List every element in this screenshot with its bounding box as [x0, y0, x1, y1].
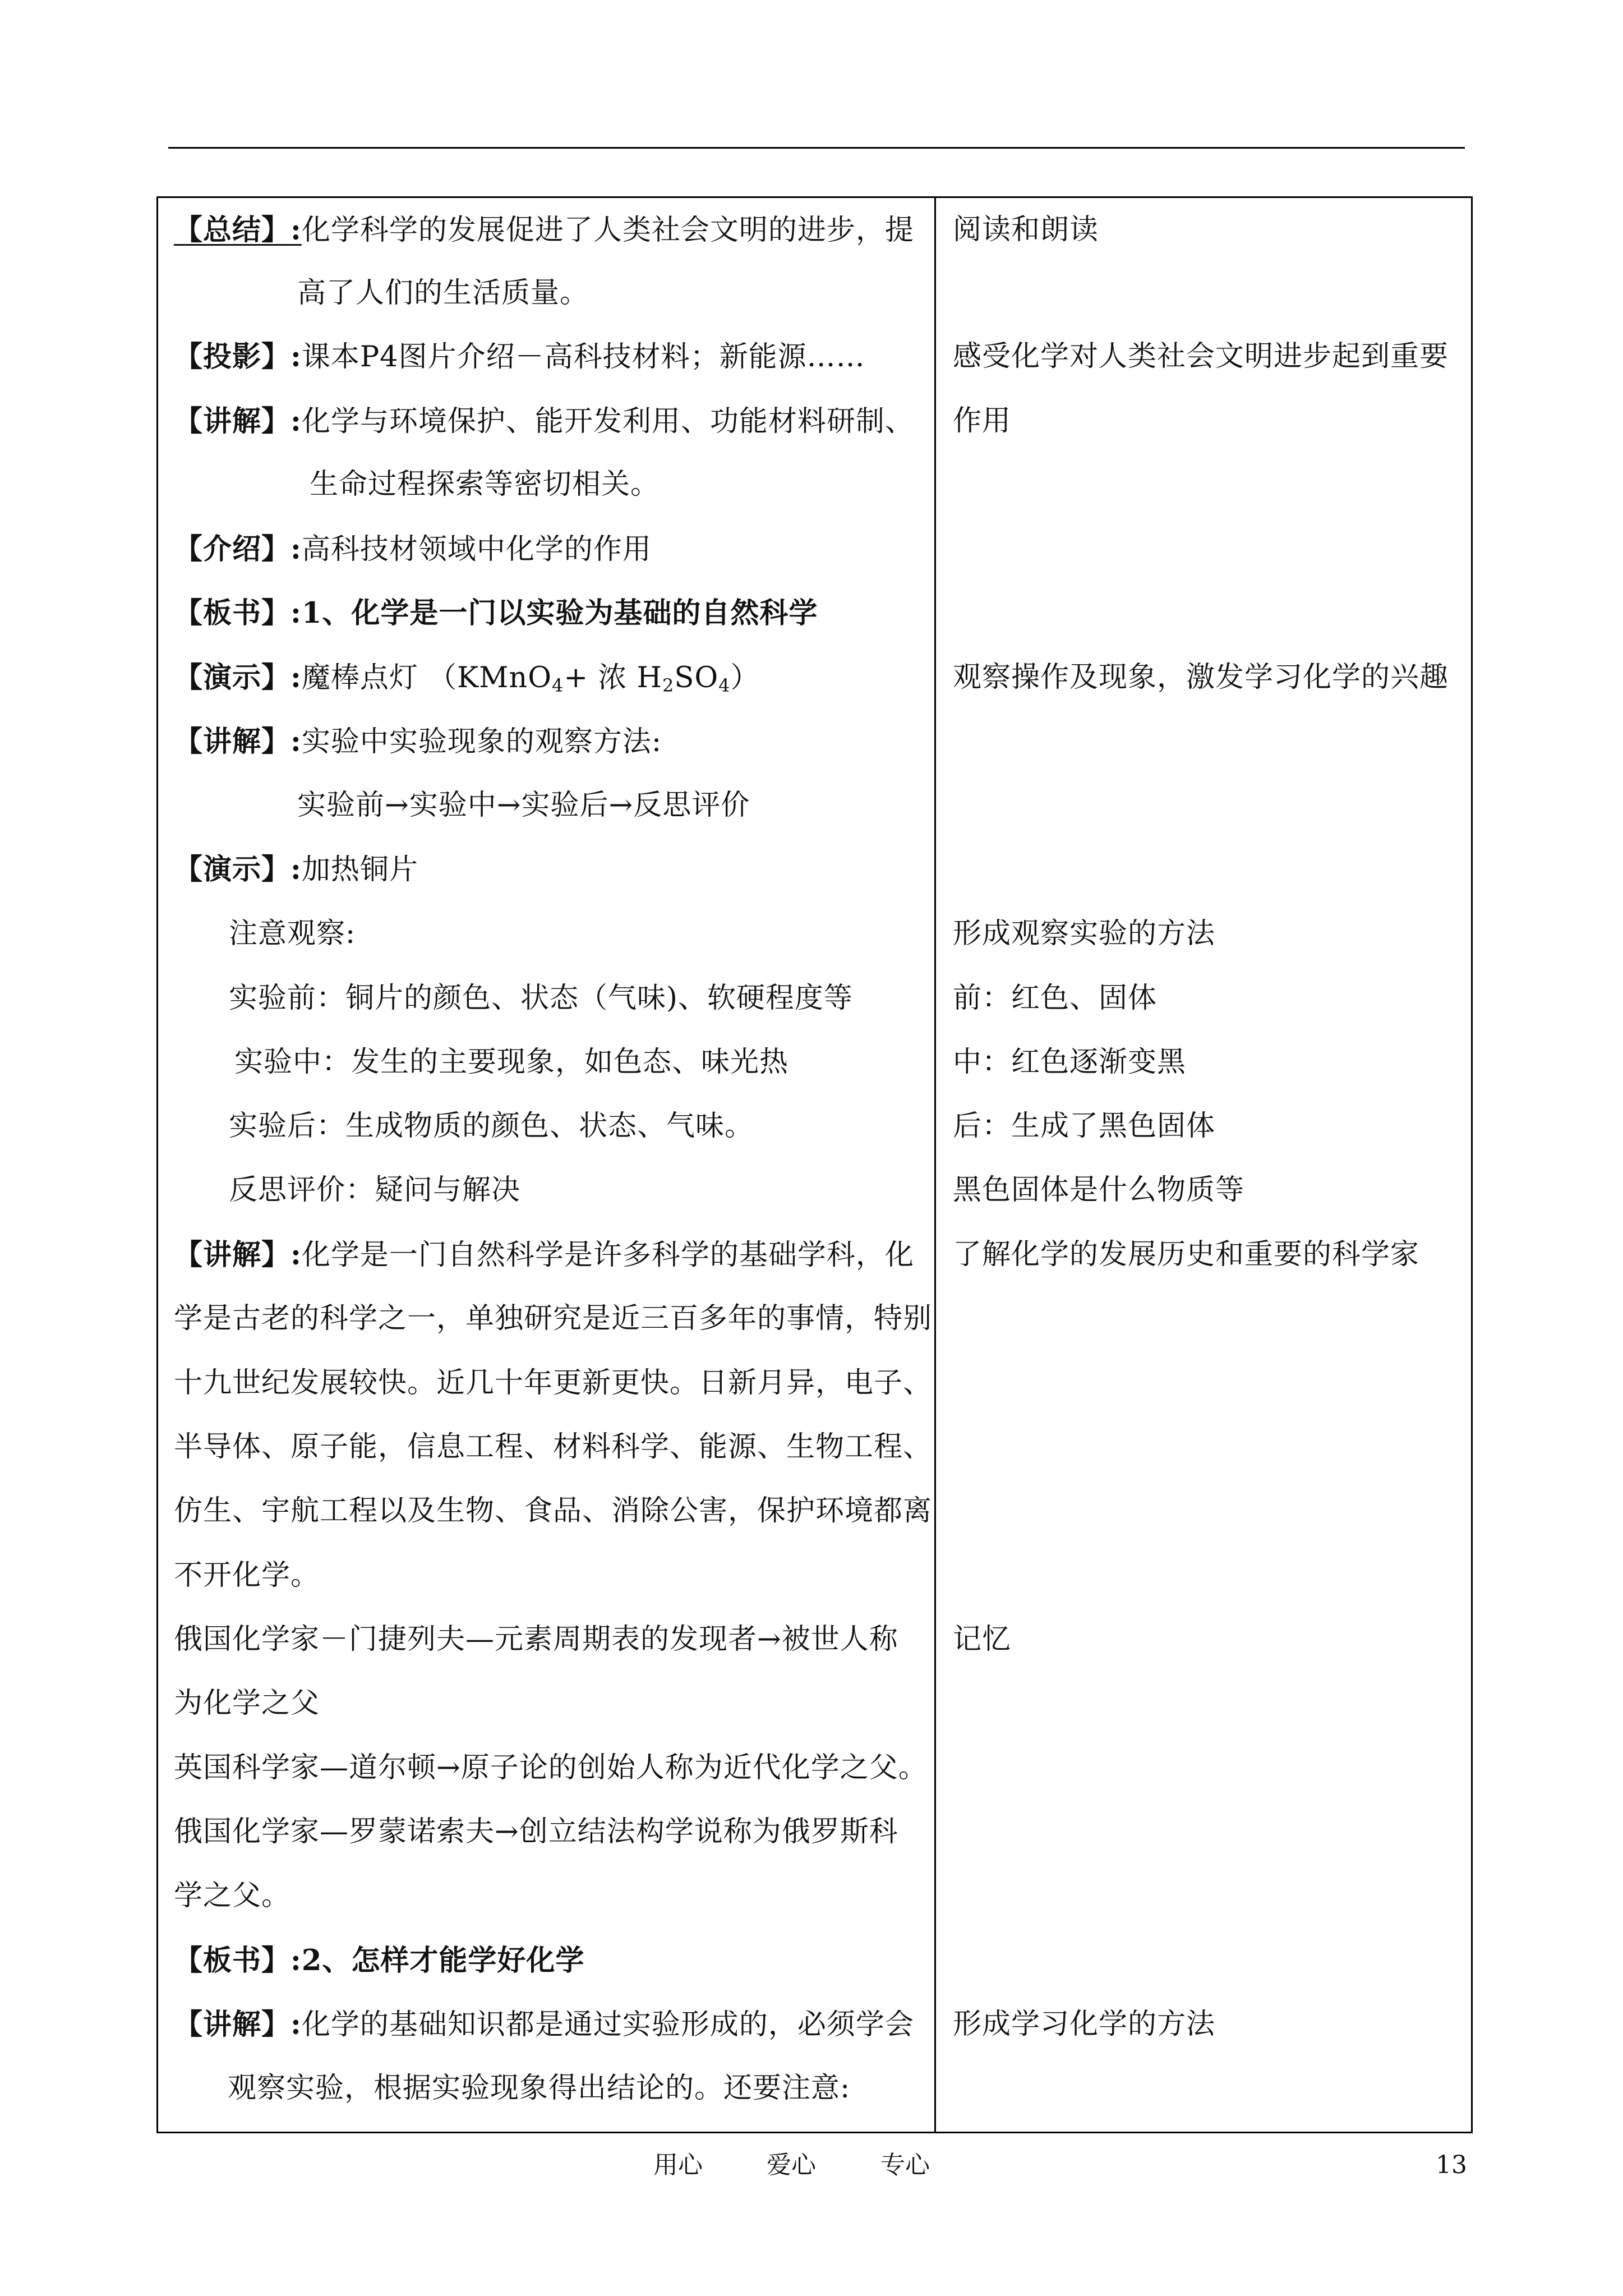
projection-line — [174, 337, 865, 376]
demo2-text: 加热铜片 — [301, 853, 418, 886]
footer-motto-1: 用心 — [653, 2151, 703, 2179]
explain1-line — [174, 402, 914, 441]
right-during: 中：红色逐渐变黑 — [953, 1046, 1187, 1079]
demo1-tag: 【演示】: — [174, 661, 302, 694]
summary-text-1: 化学科学的发展促进了人类社会文明的进步，提 — [301, 214, 914, 247]
intro-text: 高科技材领域中化学的作用 — [301, 533, 652, 566]
observe-title: 注意观察: — [229, 917, 356, 950]
right-feel-1: 感受化学对人类社会文明进步起到重要 — [953, 340, 1449, 373]
demo1-sub-c: 4 — [718, 675, 731, 696]
intro-tag: 【介绍】: — [174, 532, 302, 566]
butlerov-text-1: 俄国化学家—罗蒙诺索夫→创立结法构学说称为俄罗斯科 — [174, 1815, 898, 1848]
explain4-tag: 【讲解】: — [174, 2008, 302, 2041]
demo1-sub-b: 2 — [662, 675, 675, 696]
explain4-text-2: 观察实验，根据实验现象得出结论的。还要注意: — [228, 2072, 851, 2105]
observe-before: 实验前：铜片的颜色、状态（气味)、软硬程度等 — [229, 982, 853, 1015]
dalton-text: 英国科学家—道尔顿→原子论的创始人称为近代化学之父。 — [174, 1751, 928, 1784]
demo2-tag: 【演示】: — [174, 853, 302, 886]
right-question: 黑色固体是什么物质等 — [953, 1174, 1245, 1207]
explain2-tag: 【讲解】: — [174, 725, 302, 758]
explain3-text-5: 仿生、宇航工程以及生物、食品、消除公害，保护环境都离 — [174, 1494, 933, 1527]
demo1-text-b: + 浓 H — [564, 661, 663, 694]
summary-line — [174, 210, 914, 250]
demo1-line — [174, 658, 760, 697]
explain1-tag: 【讲解】: — [174, 404, 302, 438]
board2-tag: 【板书】: — [174, 1944, 302, 1977]
demo2-line — [174, 850, 418, 889]
summary-tag: 【总结】: — [174, 213, 302, 247]
explain2-text-2: 实验前→实验中→实验后→反思评价 — [297, 789, 750, 822]
observe-during: 实验中：发生的主要现象，如色态、味光热 — [234, 1046, 789, 1079]
projection-text: 课本P4图片介绍－高科技材料；新能源…… — [301, 341, 865, 374]
footer-motto-2: 爱心 — [767, 2151, 816, 2179]
right-after: 后：生成了黑色固体 — [953, 1110, 1216, 1143]
board1-text: 1、化学是一门以实验为基础的自然科学 — [301, 596, 818, 630]
right-observe: 观察操作及现象，激发学习化学的兴趣 — [953, 661, 1449, 694]
explain3-text-2: 学是古老的科学之一，单独研究是近三百多年的事情，特别 — [174, 1302, 933, 1335]
projection-tag: 【投影】: — [174, 340, 302, 374]
board1-tag: 【板书】: — [174, 596, 302, 630]
column-divider — [934, 198, 936, 2132]
explain2-line — [174, 722, 662, 761]
lesson-table — [156, 196, 1473, 2133]
right-feel-2: 作用 — [953, 404, 1012, 438]
explain3-text-1: 化学是一门自然科学是许多科学的基础学科，化 — [301, 1239, 914, 1272]
explain1-text-2: 生命过程探索等密切相关。 — [310, 468, 660, 501]
explain3-text-3: 十九世纪发展较快。近几十年更新更快。日新月异，电子、 — [174, 1366, 933, 1400]
demo1-sub-a: 4 — [552, 675, 564, 696]
explain3-tag: 【讲解】: — [174, 1238, 302, 1272]
footer-motto-3: 专心 — [880, 2151, 930, 2179]
right-history: 了解化学的发展历史和重要的科学家 — [953, 1238, 1420, 1271]
right-memory: 记忆 — [953, 1623, 1012, 1656]
explain2-text-1: 实验中实验现象的观察方法: — [301, 725, 662, 758]
summary-text-2: 高了人们的生活质量。 — [297, 277, 589, 310]
explain1-text-1: 化学与环境保护、能开发利用、功能材料研制、 — [301, 405, 914, 438]
page-number: 13 — [1436, 2151, 1467, 2179]
mendeleev-text-1: 俄国化学家－门捷列夫—元素周期表的发现者→被世人称 — [174, 1623, 898, 1656]
demo1-text-c: SO — [674, 661, 719, 694]
demo1-text-a: 魔棒点灯 （KMnO — [301, 661, 552, 694]
observe-reflect: 反思评价：疑问与解决 — [229, 1174, 521, 1207]
board1-line — [174, 593, 818, 633]
right-learn: 形成学习化学的方法 — [953, 2008, 1216, 2041]
explain3-line — [174, 1235, 914, 1274]
mendeleev-text-2: 为化学之父 — [174, 1687, 320, 1720]
right-before: 前：红色、固体 — [953, 982, 1158, 1015]
right-method: 形成观察实验的方法 — [953, 917, 1216, 950]
board2-text: 2、怎样才能学好化学 — [301, 1944, 585, 1977]
explain4-text-1: 化学的基础知识都是通过实验形成的，必须学会 — [301, 2008, 914, 2041]
demo1-text-d: ） — [730, 661, 760, 694]
intro-line — [174, 530, 652, 569]
explain3-text-6: 不开化学。 — [174, 1559, 320, 1592]
board2-line — [174, 1941, 584, 1980]
header-rule — [168, 147, 1465, 149]
explain4-line — [174, 2005, 914, 2044]
right-read: 阅读和朗读 — [953, 213, 1099, 246]
butlerov-text-2: 学之父。 — [174, 1879, 291, 1912]
explain3-text-4: 半导体、原子能，信息工程、材料科学、能源、生物工程、 — [174, 1430, 933, 1464]
observe-after: 实验后：生成物质的颜色、状态、气味。 — [229, 1110, 754, 1143]
